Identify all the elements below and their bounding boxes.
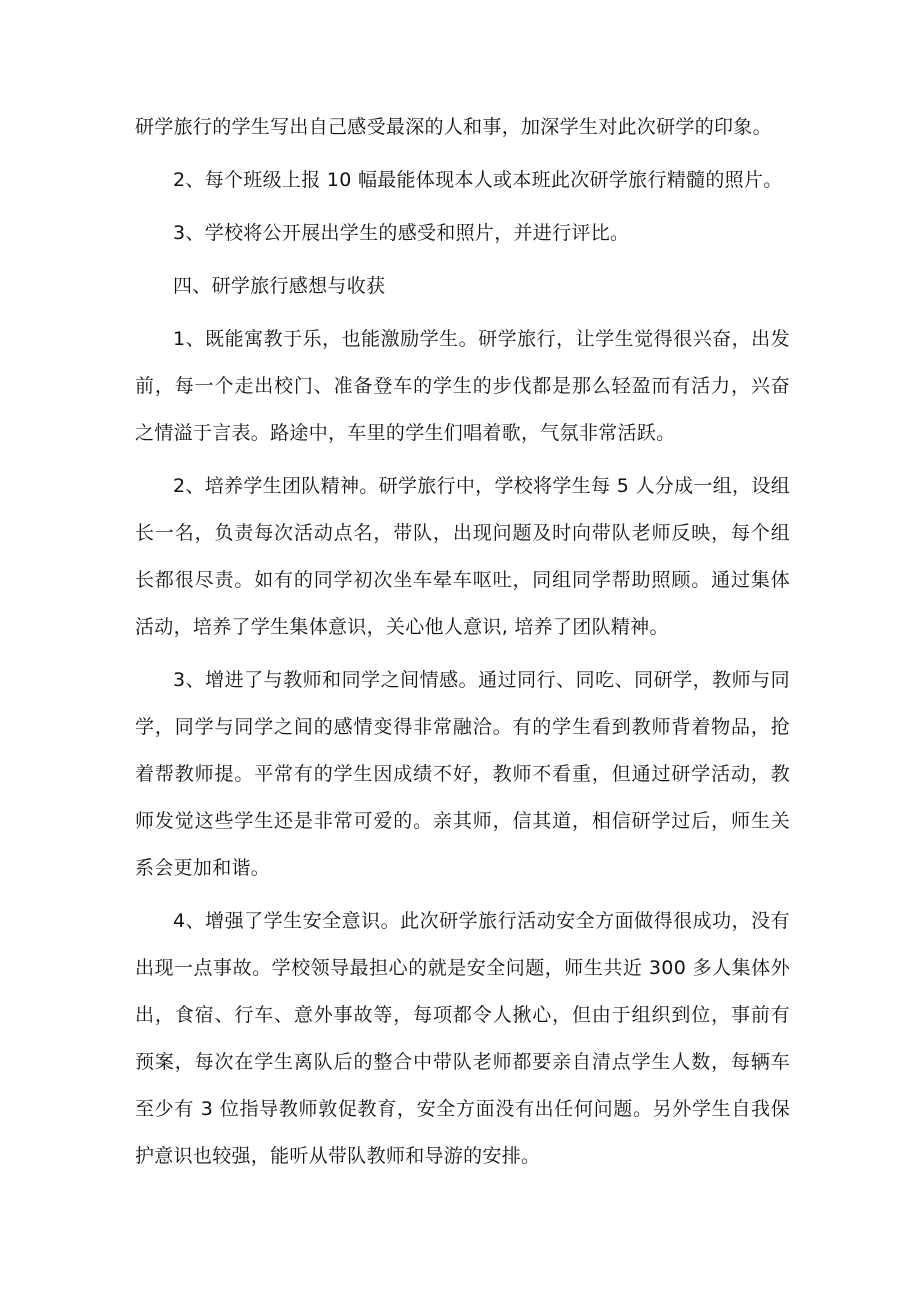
paragraph-reflection-3: 3、增进了与教师和同学之间情感。通过同行、同吃、同研学，教师与同学，同学与同学之间的感情变得非常融洽。有的学生看到教师背着物品，抢着帮教师提。平常有的学生因成绩不好，教师不看重，但通过研学活动，教师发觉这些学生还是非常可爱的。亲其师，信其道，相信研学过后，师生关系会更加和谐。 bbox=[135, 669, 790, 879]
section-heading-reflections: 四、研学旅行感想与收获 bbox=[173, 275, 386, 297]
document-body bbox=[135, 104, 790, 1180]
paragraph-reflection-1: 1、既能寓教于乐，也能激励学生。研学旅行，让学生觉得很兴奋，出发前，每一个走出校门、准备登车的学生的步伐都是那么轻盈而有活力，兴奋之情溢于言表。路途中，车里的学生们唱着歌，气氛非常活跃。 bbox=[135, 328, 790, 444]
paragraph-item-3-exhibition: 3、学校将公开展出学生的感受和照片，并进行评比。 bbox=[173, 222, 630, 244]
paragraph-item-2-photos: 2、每个班级上报 10 幅最能体现本人或本班此次研学旅行精髓的照片。 bbox=[173, 169, 783, 191]
paragraph-continued-intro: 研学旅行的学生写出自己感受最深的人和事，加深学生对此次研学的印象。 bbox=[135, 116, 772, 138]
paragraph-reflection-4: 4、增强了学生安全意识。此次研学旅行活动安全方面做得很成功，没有出现一点事故。学校领导最担心的就是安全问题，师生共近 300 多人集体外出，食宿、行车、意外事故等，每项都令人揪心，但由于组织到位，事前有预案，每次在学生离队后的整合中带队老师都要亲自清点学生人数，每辆车至少有 3 位指导教师敦促教育，安全方面没有出任何问题。另外学生自我保护意识也较强，能听从带队教师和导游的安排。 bbox=[135, 910, 790, 1167]
paragraph-reflection-2: 2、培养学生团队精神。研学旅行中，学校将学生每 5 人分成一组，设组长一名，负责每次活动点名，带队，出现问题及时向带队老师反映，每个组长都很尽责。如有的同学初次坐车晕车呕吐，同组同学帮助照顾。通过集体活动，培养了学生集体意识，关心他人意识, 培养了团队精神。 bbox=[135, 475, 790, 638]
